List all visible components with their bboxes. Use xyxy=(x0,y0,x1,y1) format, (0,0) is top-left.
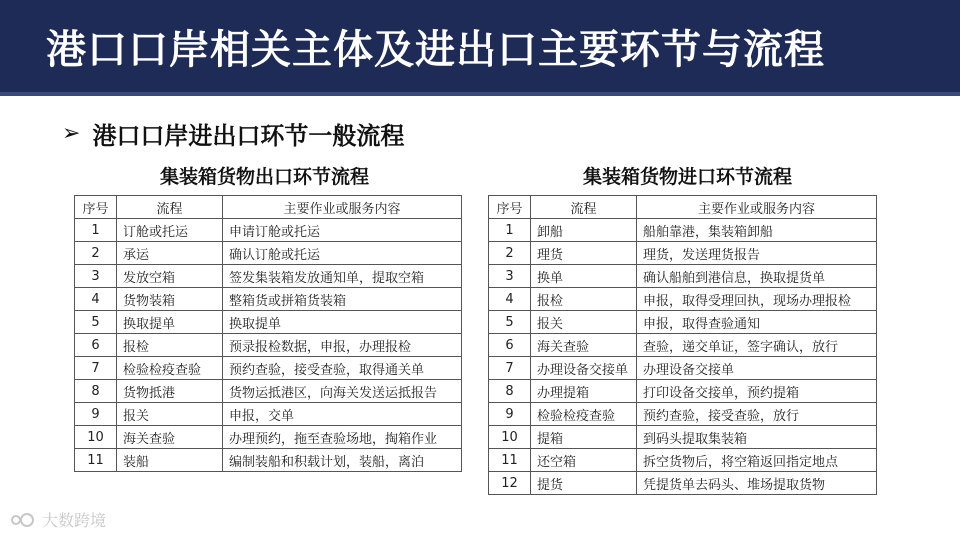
row-process: 理货 xyxy=(531,242,637,265)
row-number: 2 xyxy=(489,242,531,265)
row-process: 换取提单 xyxy=(117,311,223,334)
row-number: 4 xyxy=(489,288,531,311)
row-content: 船舶靠港，集装箱卸船 xyxy=(637,219,877,242)
row-number: 7 xyxy=(489,357,531,380)
row-number: 8 xyxy=(75,380,117,403)
column-header-content: 主要作业或服务内容 xyxy=(637,196,877,219)
table-row xyxy=(75,403,462,426)
table-row xyxy=(489,357,877,380)
row-process: 办理设备交接单 xyxy=(531,357,637,380)
row-number: 5 xyxy=(75,311,117,334)
table-row xyxy=(75,449,462,472)
table-row xyxy=(75,265,462,288)
row-process: 报关 xyxy=(531,311,637,334)
row-number: 9 xyxy=(75,403,117,426)
row-number: 5 xyxy=(489,311,531,334)
row-content: 办理预约，拖至查验场地，掏箱作业 xyxy=(223,426,462,449)
table-row xyxy=(75,380,462,403)
row-number: 1 xyxy=(75,219,117,242)
row-process: 货物装箱 xyxy=(117,288,223,311)
row-process: 提箱 xyxy=(531,426,637,449)
row-content: 换取提单 xyxy=(223,311,462,334)
row-content: 预约查验，接受查验，取得通关单 xyxy=(223,357,462,380)
table-row xyxy=(75,334,462,357)
table-row xyxy=(489,311,877,334)
row-process: 订舱或托运 xyxy=(117,219,223,242)
row-number: 3 xyxy=(489,265,531,288)
row-process: 承运 xyxy=(117,242,223,265)
row-process: 还空箱 xyxy=(531,449,637,472)
row-process: 提货 xyxy=(531,472,637,495)
row-process: 海关查验 xyxy=(531,334,637,357)
row-content: 整箱货或拼箱货装箱 xyxy=(223,288,462,311)
table-row xyxy=(489,472,877,495)
section-heading xyxy=(62,116,404,151)
row-content: 申报，取得查验通知 xyxy=(637,311,877,334)
import-table-title: 集装箱货物进口环节流程 xyxy=(583,166,793,188)
row-content: 凭提货单去码头、堆场提取货物 xyxy=(637,472,877,495)
row-number: 10 xyxy=(75,426,117,449)
row-process: 卸船 xyxy=(531,219,637,242)
row-content: 预录报检数据，申报，办理报检 xyxy=(223,334,462,357)
table-row xyxy=(489,288,877,311)
watermark xyxy=(10,508,106,531)
row-process: 海关查验 xyxy=(117,426,223,449)
column-header-process: 流程 xyxy=(531,196,637,219)
page-title: 港口口岸相关主体及进出口主要环节与流程 xyxy=(46,27,825,73)
table-row xyxy=(75,242,462,265)
row-process: 发放空箱 xyxy=(117,265,223,288)
row-process: 换单 xyxy=(531,265,637,288)
row-number: 11 xyxy=(489,449,531,472)
row-content: 理货，发送理货报告 xyxy=(637,242,877,265)
row-process: 装船 xyxy=(117,449,223,472)
row-content: 查验，递交单证，签字确认，放行 xyxy=(637,334,877,357)
table-row xyxy=(75,219,462,242)
row-process: 货物抵港 xyxy=(117,380,223,403)
table-row xyxy=(489,380,877,403)
table-row xyxy=(489,219,877,242)
row-number: 4 xyxy=(75,288,117,311)
arrow-bullet-icon: ➢ xyxy=(62,121,81,146)
column-header-content: 主要作业或服务内容 xyxy=(223,196,462,219)
row-content: 预约查验，接受查验，放行 xyxy=(637,403,877,426)
section-title: 港口口岸进出口环节一般流程 xyxy=(92,122,405,150)
row-number: 12 xyxy=(489,472,531,495)
row-process: 办理提箱 xyxy=(531,380,637,403)
row-process: 报检 xyxy=(117,334,223,357)
table-row xyxy=(75,426,462,449)
table-row xyxy=(75,357,462,380)
watermark-text: 大数跨境 xyxy=(42,511,107,530)
table-row xyxy=(489,334,877,357)
row-number: 2 xyxy=(75,242,117,265)
title-banner xyxy=(0,0,960,96)
table-row xyxy=(489,242,877,265)
row-content: 到码头提取集装箱 xyxy=(637,426,877,449)
row-content: 签发集装箱发放通知单，提取空箱 xyxy=(223,265,462,288)
column-header-no: 序号 xyxy=(75,196,117,219)
row-content: 确认订舱或托运 xyxy=(223,242,462,265)
row-number: 6 xyxy=(489,334,531,357)
table-header-row xyxy=(75,196,462,219)
import-flow-table xyxy=(488,195,877,495)
table-row xyxy=(489,426,877,449)
row-number: 1 xyxy=(489,219,531,242)
table-row xyxy=(489,265,877,288)
row-content: 申报，取得受理回执，现场办理报检 xyxy=(637,288,877,311)
row-number: 6 xyxy=(75,334,117,357)
row-number: 9 xyxy=(489,403,531,426)
row-number: 8 xyxy=(489,380,531,403)
row-content: 申请订舱或托运 xyxy=(223,219,462,242)
row-process: 检验检疫查验 xyxy=(117,357,223,380)
table-row xyxy=(489,449,877,472)
row-number: 11 xyxy=(75,449,117,472)
table-row xyxy=(75,311,462,334)
row-content: 拆空货物后，将空箱返回指定地点 xyxy=(637,449,877,472)
export-flow-table xyxy=(74,195,462,472)
row-number: 7 xyxy=(75,357,117,380)
row-content: 货物运抵港区，向海关发送运抵报告 xyxy=(223,380,462,403)
row-content: 编制装船和积载计划，装船，离泊 xyxy=(223,449,462,472)
column-header-process: 流程 xyxy=(117,196,223,219)
row-content: 确认船舶到港信息，换取提货单 xyxy=(637,265,877,288)
row-process: 报检 xyxy=(531,288,637,311)
export-table-title: 集装箱货物出口环节流程 xyxy=(160,166,370,188)
row-content: 申报，交单 xyxy=(223,403,462,426)
table-header-row xyxy=(489,196,877,219)
column-header-no: 序号 xyxy=(489,196,531,219)
row-content: 办理设备交接单 xyxy=(637,357,877,380)
row-content: 打印设备交接单，预约提箱 xyxy=(637,380,877,403)
table-row xyxy=(75,288,462,311)
row-number: 3 xyxy=(75,265,117,288)
watermark-logo-icon xyxy=(10,511,36,529)
table-row xyxy=(489,403,877,426)
row-process: 检验检疫查验 xyxy=(531,403,637,426)
row-process: 报关 xyxy=(117,403,223,426)
row-number: 10 xyxy=(489,426,531,449)
